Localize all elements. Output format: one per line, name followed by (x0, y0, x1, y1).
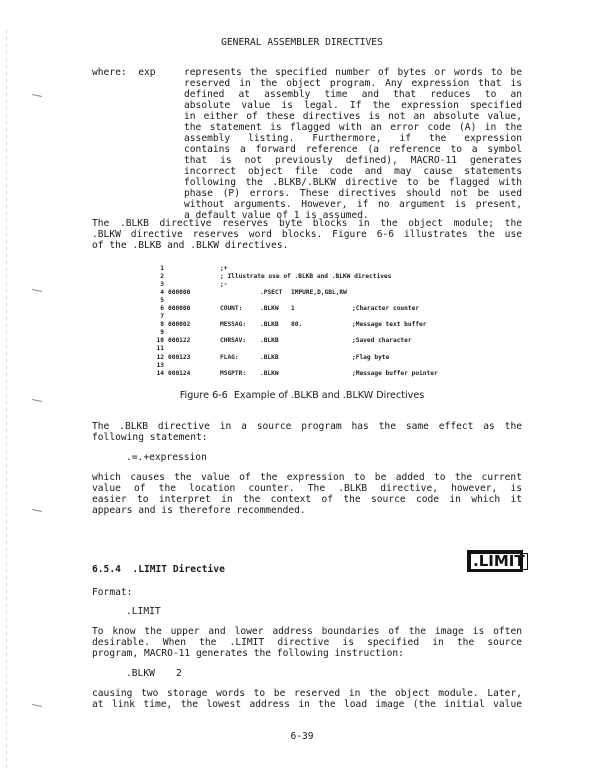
listing-line-number: 10 (156, 337, 164, 345)
text-line: assembly listing. Furthermore, if the expression (184, 133, 522, 144)
figure-caption: Figure 6-6 Example of .BLKB and .BLKW Directives (179, 390, 425, 401)
listing-comment: ;Saved character (352, 337, 412, 345)
text-line: reserved in the object program. Any expression that is (184, 78, 522, 89)
blkb-blkw-paragraph (92, 218, 522, 251)
margin-mark (32, 94, 42, 97)
text-line: program, MACRO-11 generates the following instruction: (92, 648, 404, 659)
blkw-argument: 2 (176, 668, 182, 679)
where-label: where: exp (92, 67, 156, 78)
text-line: a default value of 1 is assumed. (184, 210, 369, 221)
margin-mark (32, 289, 42, 292)
listing-line-number: 9 (160, 329, 164, 337)
listing-operator: .BLKW (260, 369, 279, 377)
listing-line-number: 14 (156, 369, 164, 377)
text-line: contains a forward reference (a reference to a symbol (184, 144, 522, 155)
listing-label: CHRSAV: (220, 337, 247, 345)
page-number: 6-39 (290, 731, 314, 742)
listing-comment: ;Character counter (352, 305, 420, 313)
text-line: defined at assembly time and that reduces to an (184, 89, 522, 100)
text-line: represents the specified number of bytes or words to be (184, 67, 522, 78)
exp-description (184, 67, 522, 221)
blkw-operator: .BLKW (126, 668, 155, 679)
listing-operator: .BLKB (260, 337, 279, 345)
listing-comment: ;Message buffer pointer (352, 369, 438, 377)
listing-label: MSGPTR: (220, 369, 247, 377)
listing-operator: .BLKB (260, 321, 279, 329)
listing-operator: .BLKB (260, 353, 279, 361)
text-line: The .BLKB directive reserves byte blocks in the object module; the (92, 218, 522, 229)
text-line: in either of these directives is not an absolute value, (184, 111, 522, 122)
text-line: incorrect object file code and may cause statements (184, 166, 522, 177)
margin-mark (32, 704, 42, 707)
listing-address: 000123 (168, 353, 191, 361)
text-line: that is not previously defined), MACRO-11 generates (184, 155, 522, 166)
page-header: GENERAL ASSEMBLER DIRECTIVES (221, 37, 383, 48)
text-line: the statement is flagged with an error code (A) in the (184, 122, 522, 133)
section-heading: 6.5.4 .LIMIT Directive (92, 564, 225, 575)
text-line: To know the upper and lower address boundaries of the image is often (92, 626, 522, 637)
text-line: appears and is therefore recommended. (92, 505, 306, 516)
listing-line-number: 8 (160, 321, 164, 329)
text-line: following the .BLKB/.BLKW directive to be flagged with (184, 177, 522, 188)
listing-line-number: 2 (160, 273, 164, 281)
listing-label: MESSAG: (220, 321, 247, 329)
listing-line-number: 4 (160, 289, 164, 297)
text-line: phase (P) errors. These directives should not be used (184, 188, 522, 199)
listing-label: ; Illustrate use of .BLKB and .BLKW directives (220, 273, 392, 281)
text-line: of the .BLKB and .BLKW directives. (92, 240, 289, 251)
listing-line-number: 3 (160, 281, 164, 289)
storage-words-paragraph (92, 688, 522, 710)
listing-argument: IMPURE,D,GBL,RW (291, 289, 347, 297)
listing-argument: 1 (291, 305, 295, 313)
listing-address: 000002 (168, 321, 191, 329)
listing-line-number: 11 (156, 345, 164, 353)
blkb-effect-paragraph (92, 421, 522, 443)
text-line: value of the location counter. The .BLKB directive, however, is (92, 483, 522, 494)
text-line: without arguments. However, if no argument is present, (184, 199, 522, 210)
text-line: easier to interpret in the context of the source code in which it (92, 494, 522, 505)
listing-operator: .PSECT (260, 289, 283, 297)
listing-line-number: 7 (160, 313, 164, 321)
listing-address: 000000 (168, 305, 191, 313)
listing-label: ;- (220, 281, 228, 289)
text-line: desirable. When the .LIMIT directive is specified in the source (92, 637, 522, 648)
listing-address: 000122 (168, 337, 191, 345)
text-line: at link time, the lowest address in the load image (the initial value (92, 699, 522, 710)
expression-statement: .=.+expression (126, 452, 207, 463)
limit-badge (467, 550, 523, 572)
listing-line-number: 6 (160, 305, 164, 313)
listing-comment: ;Message text buffer (352, 321, 427, 329)
location-counter-paragraph (92, 472, 522, 516)
text-line: following statement: (92, 432, 208, 443)
text-line: .BLKW directive reserves word blocks. Figure 6-6 illustrates the use (92, 229, 522, 240)
limit-directive: .LIMIT (126, 606, 161, 617)
limit-paragraph (92, 626, 522, 659)
badge-label: .LIMIT (470, 553, 528, 570)
text-line: causing two storage words to be reserved in the object module. Later, (92, 688, 522, 699)
listing-line-number: 13 (156, 361, 164, 369)
listing-operator: .BLKW (260, 305, 279, 313)
listing-label: COUNT: (220, 305, 243, 313)
listing-line-number: 12 (156, 353, 164, 361)
listing-address: 000124 (168, 369, 191, 377)
listing-line-number: 1 (160, 265, 164, 272)
listing-address: 000000 (168, 289, 191, 297)
margin-mark (32, 509, 42, 512)
listing-label: FLAG: (220, 353, 239, 361)
listing-comment: ;Flag byte (352, 353, 390, 361)
listing-line-number: 5 (160, 297, 164, 305)
text-line: which causes the value of the expression to be added to the current (92, 472, 522, 483)
listing-argument: 80. (291, 321, 303, 329)
format-label: Format: (92, 587, 133, 598)
text-line: The .BLKB directive in a source program has the same effect as the (92, 421, 522, 432)
text-line: absolute value is legal. If the expression specified (184, 100, 522, 111)
listing-label: ;+ (220, 265, 228, 272)
